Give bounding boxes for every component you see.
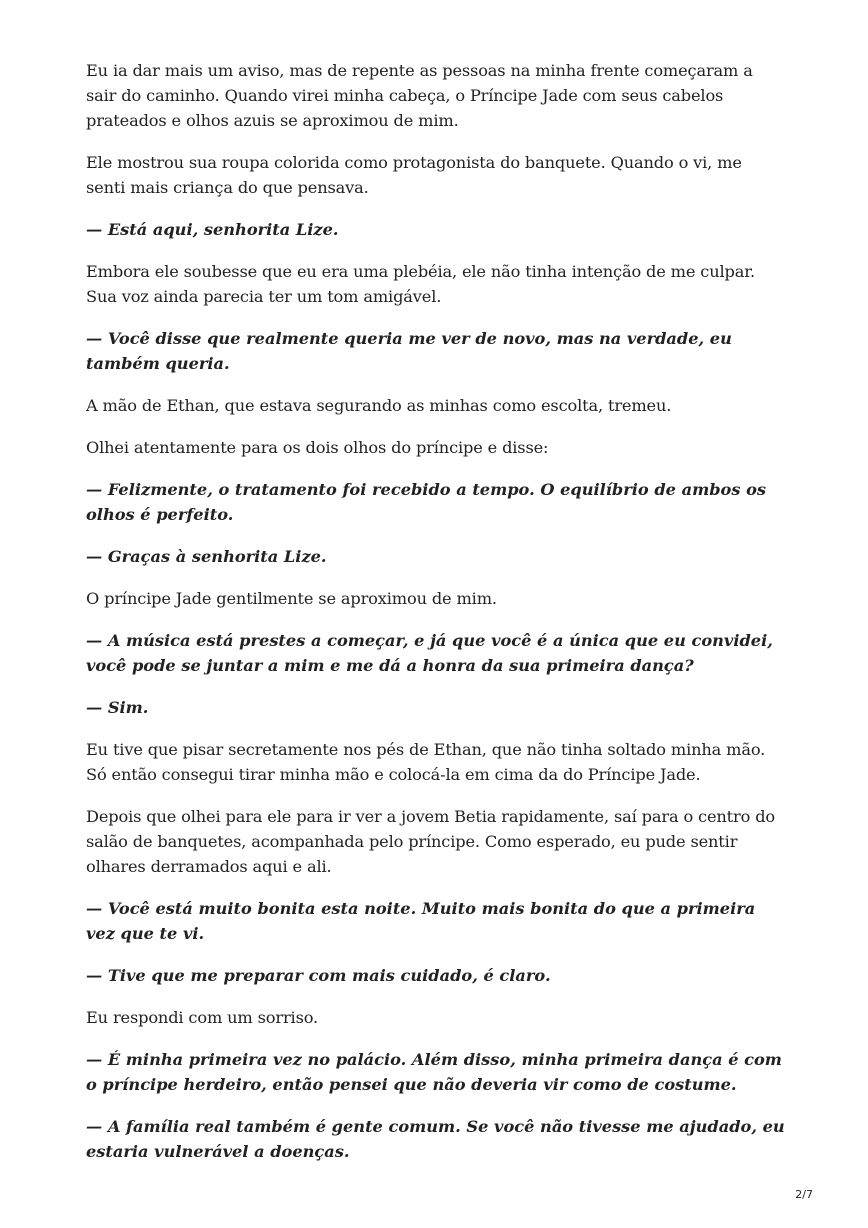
paragraph: Eu respondi com um sorriso. bbox=[86, 1008, 319, 1027]
dialogue-line: — Graças à senhorita Lize. bbox=[86, 547, 327, 566]
dialogue-line: — Você está muito bonita esta noite. Muito mais bonita do que a primeira vez que te vi. bbox=[86, 899, 756, 943]
dialogue-line: — Você disse que realmente queria me ver de novo, mas na verdade, eu também queria. bbox=[86, 329, 732, 373]
paragraph: O príncipe Jade gentilmente se aproximou de mim. bbox=[86, 589, 497, 608]
page-number: 2/7 bbox=[795, 1188, 813, 1201]
dialogue-line: — Felizmente, o tratamento foi recebido a tempo. O equilíbrio de ambos os olhos é perfeito. bbox=[86, 480, 766, 524]
dialogue-line: — Tive que me preparar com mais cuidado, é claro. bbox=[86, 966, 551, 985]
paragraph: Eu ia dar mais um aviso, mas de repente as pessoas na minha frente começaram a sair do caminho. Quando virei minha cabeça, o Príncipe Jade com seus cabelos prateados e olhos azuis se aproximou de mim. bbox=[86, 61, 753, 130]
dialogue-line: — Está aqui, senhorita Lize. bbox=[86, 220, 339, 239]
paragraph: Olhei atentamente para os dois olhos do príncipe e disse: bbox=[86, 438, 549, 457]
document-body bbox=[86, 58, 786, 1181]
paragraph: Embora ele soubesse que eu era uma plebéia, ele não tinha intenção de me culpar. Sua voz ainda parecia ter um tom amigável. bbox=[86, 262, 756, 306]
dialogue-line: — Sim. bbox=[86, 698, 149, 717]
paragraph: A mão de Ethan, que estava segurando as minhas como escolta, tremeu. bbox=[86, 396, 672, 415]
dialogue-line: — A família real também é gente comum. Se você não tivesse me ajudado, eu estaria vulnerável a doenças. bbox=[86, 1117, 785, 1161]
dialogue-line: — É minha primeira vez no palácio. Além disso, minha primeira dança é com o príncipe herdeiro, então pensei que não deveria vir como de costume. bbox=[86, 1050, 782, 1094]
paragraph: Depois que olhei para ele para ir ver a jovem Betia rapidamente, saí para o centro do salão de banquetes, acompanhada pelo príncipe. Como esperado, eu pude sentir olhares derramados aqui e ali. bbox=[86, 807, 775, 876]
paragraph: Ele mostrou sua roupa colorida como protagonista do banquete. Quando o vi, me senti mais criança do que pensava. bbox=[86, 153, 742, 197]
dialogue-line: — A música está prestes a começar, e já que você é a única que eu convidei, você pode se juntar a mim e me dá a honra da sua primeira dança? bbox=[86, 631, 773, 675]
paragraph: Eu tive que pisar secretamente nos pés de Ethan, que não tinha soltado minha mão. Só então consegui tirar minha mão e colocá-la em cima da do Príncipe Jade. bbox=[86, 740, 766, 784]
